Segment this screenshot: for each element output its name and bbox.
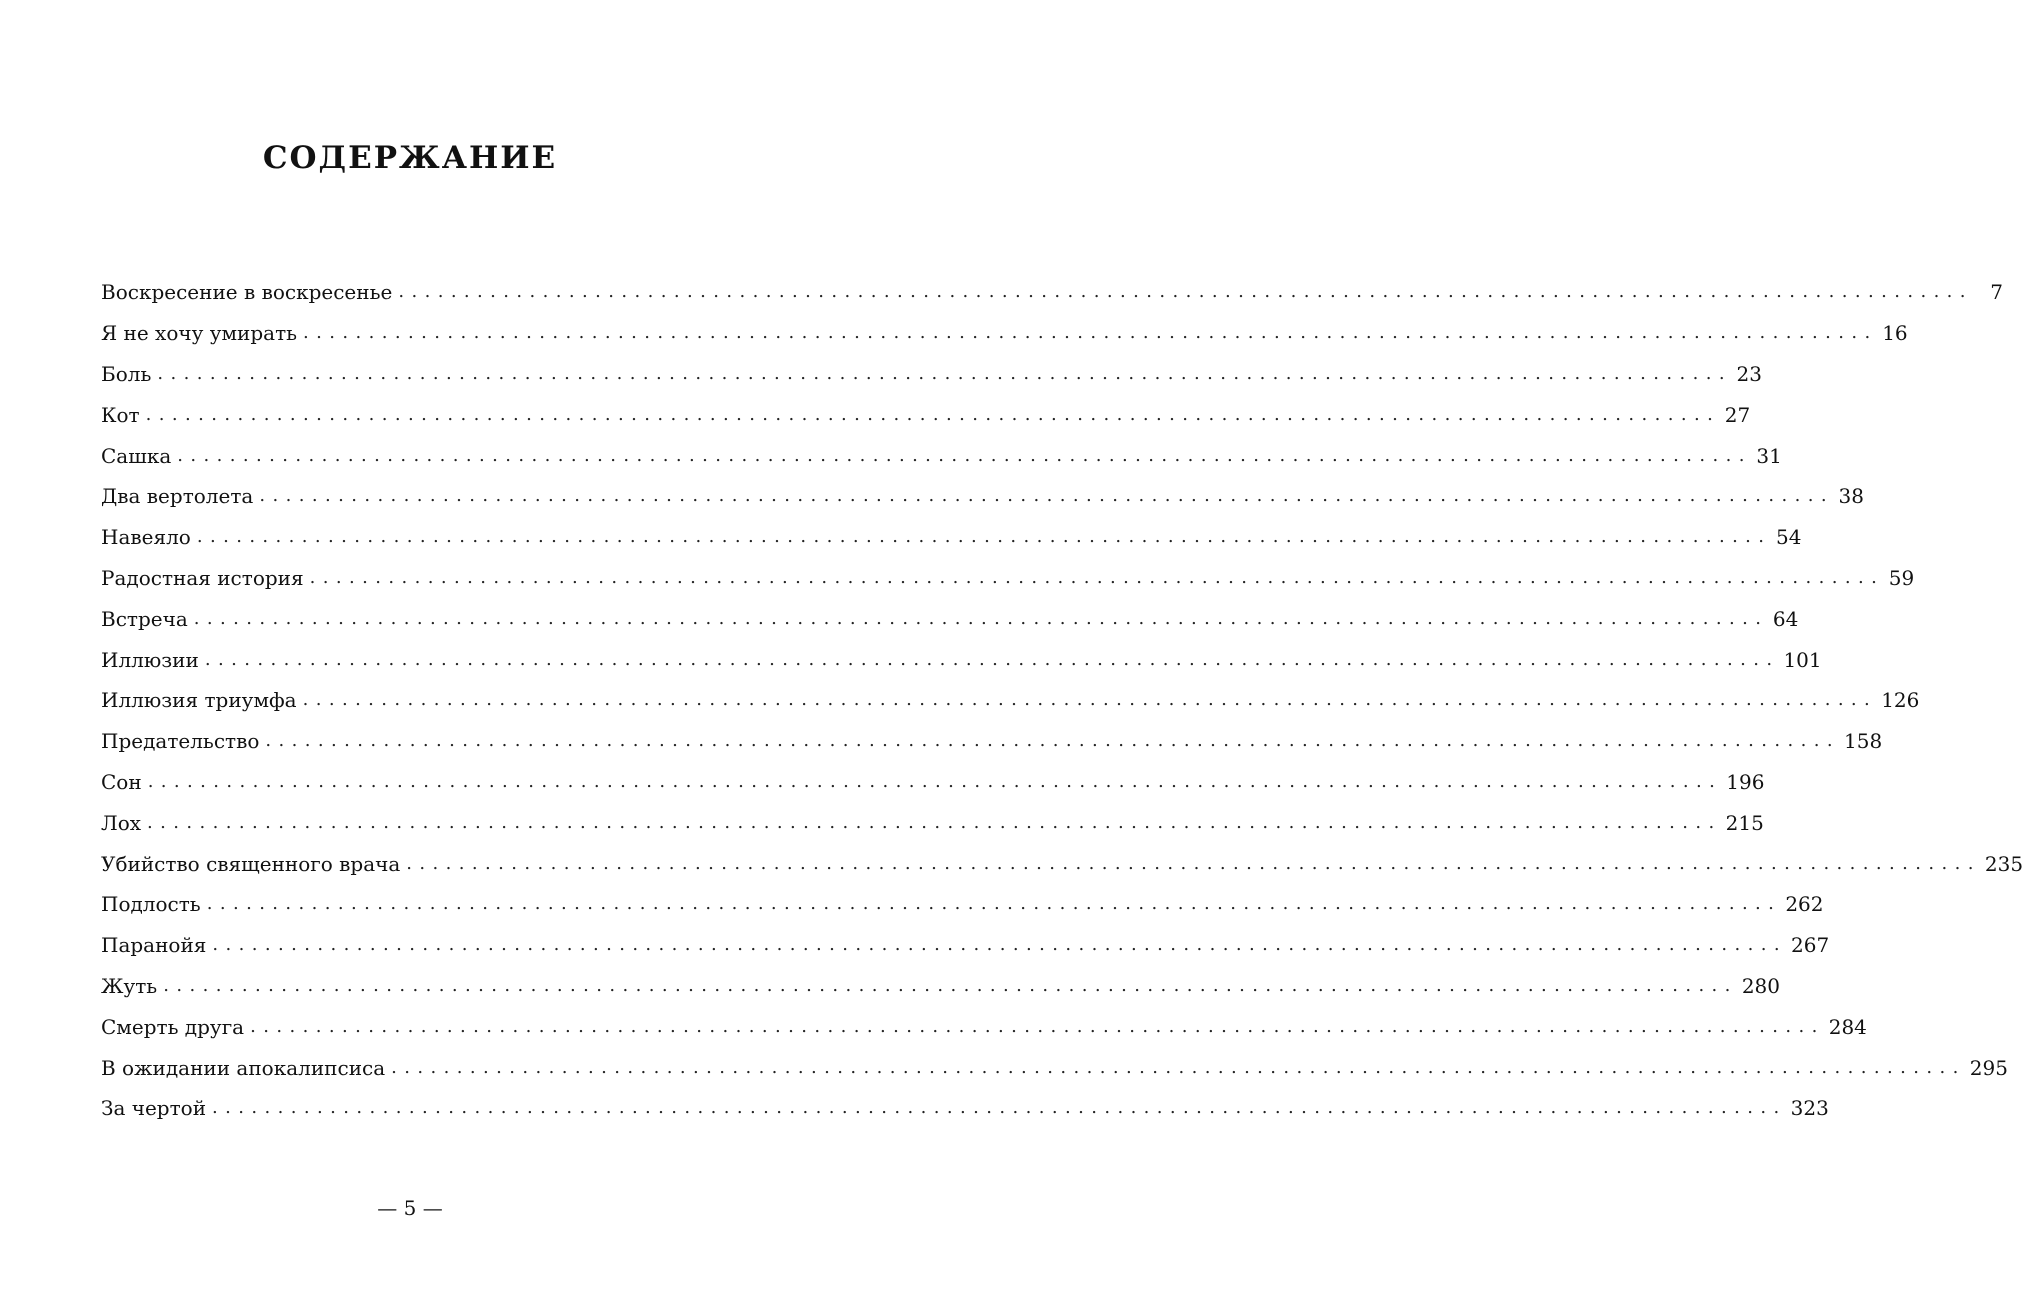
toc-entry-page: 7 xyxy=(1990,280,2003,305)
toc-entry-title: Воскресение в воскресенье xyxy=(101,280,393,305)
toc-entry-title: Иллюзии xyxy=(101,647,199,672)
dot-leader: ........................................................................................................................ xyxy=(212,934,1788,956)
toc-entry-page: 158 xyxy=(1844,729,1883,754)
toc-entry-page: 196 xyxy=(1726,769,1765,794)
toc-entry-page: 27 xyxy=(1724,402,1751,427)
toc-entry xyxy=(101,394,1751,435)
toc-entry xyxy=(101,966,1780,1007)
table-of-contents xyxy=(101,272,2023,1129)
dot-leader: ........................................................................................................................ xyxy=(259,485,1834,507)
dot-leader: ........................................................................................................................ xyxy=(212,1097,1787,1119)
toc-entry xyxy=(101,1047,2008,1088)
dot-leader: ........................................................................................................................ xyxy=(206,893,1782,915)
toc-entry-title: Радостная история xyxy=(101,565,304,590)
dot-leader: ........................................................................................................................ xyxy=(193,607,1769,629)
toc-entry xyxy=(101,598,1799,639)
toc-entry xyxy=(101,1006,1867,1047)
toc-entry-title: Паранойя xyxy=(101,933,207,958)
dot-leader: ........................................................................................................................ xyxy=(303,322,1878,344)
dot-leader: ........................................................................................................................ xyxy=(163,974,1738,996)
toc-entry-page: 284 xyxy=(1828,1014,1867,1039)
toc-entry xyxy=(101,1088,1829,1129)
toc-entry-page: 31 xyxy=(1756,443,1782,468)
toc-entry xyxy=(101,802,1764,843)
toc-entry-title: Жуть xyxy=(101,973,158,998)
toc-entry-title: Два вертолета xyxy=(101,484,254,509)
toc-entry-title: Предательство xyxy=(101,729,260,754)
dot-leader: ........................................................................................................................ xyxy=(406,852,1981,874)
dot-leader: ........................................................................................................................ xyxy=(302,689,1878,711)
toc-entry xyxy=(101,272,2003,313)
dot-leader: ........................................................................................................................ xyxy=(265,730,1840,752)
toc-entry-page: 64 xyxy=(1772,606,1799,631)
toc-entry-title: Я не хочу умирать xyxy=(101,321,298,346)
dot-leader: ........................................................................................................................ xyxy=(204,648,1780,670)
toc-entry xyxy=(101,639,1822,680)
dot-leader: ........................................................................................................................ xyxy=(145,403,1721,425)
toc-entry-page: 54 xyxy=(1775,525,1802,550)
toc-entry-page: 23 xyxy=(1736,361,1762,386)
toc-entry xyxy=(101,762,1765,803)
toc-entry-page: 215 xyxy=(1725,810,1764,835)
dot-leader: ........................................................................................................................ xyxy=(147,811,1722,833)
toc-entry-title: Навеяло xyxy=(101,525,191,550)
toc-entry-title: За чертой xyxy=(101,1096,207,1121)
dot-leader: ........................................................................................................................ xyxy=(157,362,1732,384)
toc-entry-title: Лох xyxy=(101,810,142,835)
dot-leader: ........................................................................................................................ xyxy=(196,526,1772,548)
toc-entry-page: 267 xyxy=(1791,933,1830,958)
dot-leader: ........................................................................................................................ xyxy=(147,770,1723,792)
toc-entry xyxy=(101,680,1920,721)
toc-entry-page: 59 xyxy=(1888,565,1915,590)
toc-entry xyxy=(101,721,1883,762)
toc-entry-title: Сон xyxy=(101,769,142,794)
toc-entry-page: 262 xyxy=(1785,892,1824,917)
toc-entry-title: Иллюзия триумфа xyxy=(101,688,297,713)
toc-entry xyxy=(101,476,1864,517)
toc-entry-title: Боль xyxy=(101,361,152,386)
toc-entry xyxy=(101,925,1830,966)
toc-entry-page: 295 xyxy=(1969,1055,2008,1080)
toc-entry-page: 38 xyxy=(1838,484,1864,509)
dot-leader: ........................................................................................................................ xyxy=(398,281,1973,303)
toc-entry-title: В ожидании апокалипсиса xyxy=(101,1055,386,1080)
toc-entry xyxy=(101,435,1782,476)
toc-entry-page: 126 xyxy=(1881,688,1920,713)
page-number: — 5 — xyxy=(377,1196,443,1220)
page-title: СОДЕРЖАНИЕ xyxy=(262,140,558,176)
toc-entry xyxy=(101,517,1802,558)
toc-entry-title: Смерть друга xyxy=(101,1014,245,1039)
toc-entry xyxy=(101,843,2023,884)
dot-leader: ........................................................................................................................ xyxy=(391,1056,1966,1078)
toc-entry xyxy=(101,354,1762,395)
dot-leader: ........................................................................................................................ xyxy=(177,444,1752,466)
toc-entry-page: 323 xyxy=(1790,1096,1829,1121)
toc-entry xyxy=(101,313,1908,354)
toc-entry-title: Подлость xyxy=(101,892,201,917)
toc-entry xyxy=(101,558,1915,599)
toc-entry-page: 101 xyxy=(1783,647,1822,672)
toc-entry-page: 280 xyxy=(1741,973,1780,998)
toc-entry-title: Сашка xyxy=(101,443,172,468)
toc-entry xyxy=(101,884,1824,925)
toc-entry-title: Кот xyxy=(101,402,140,427)
toc-entry-title: Встреча xyxy=(101,606,188,631)
toc-entry-title: Убийство священного врача xyxy=(101,851,401,876)
toc-entry-page: 235 xyxy=(1984,851,2023,876)
dot-leader: ........................................................................................................................ xyxy=(250,1015,1825,1037)
toc-entry-page: 16 xyxy=(1882,321,1908,346)
dot-leader: ........................................................................................................................ xyxy=(309,566,1885,588)
